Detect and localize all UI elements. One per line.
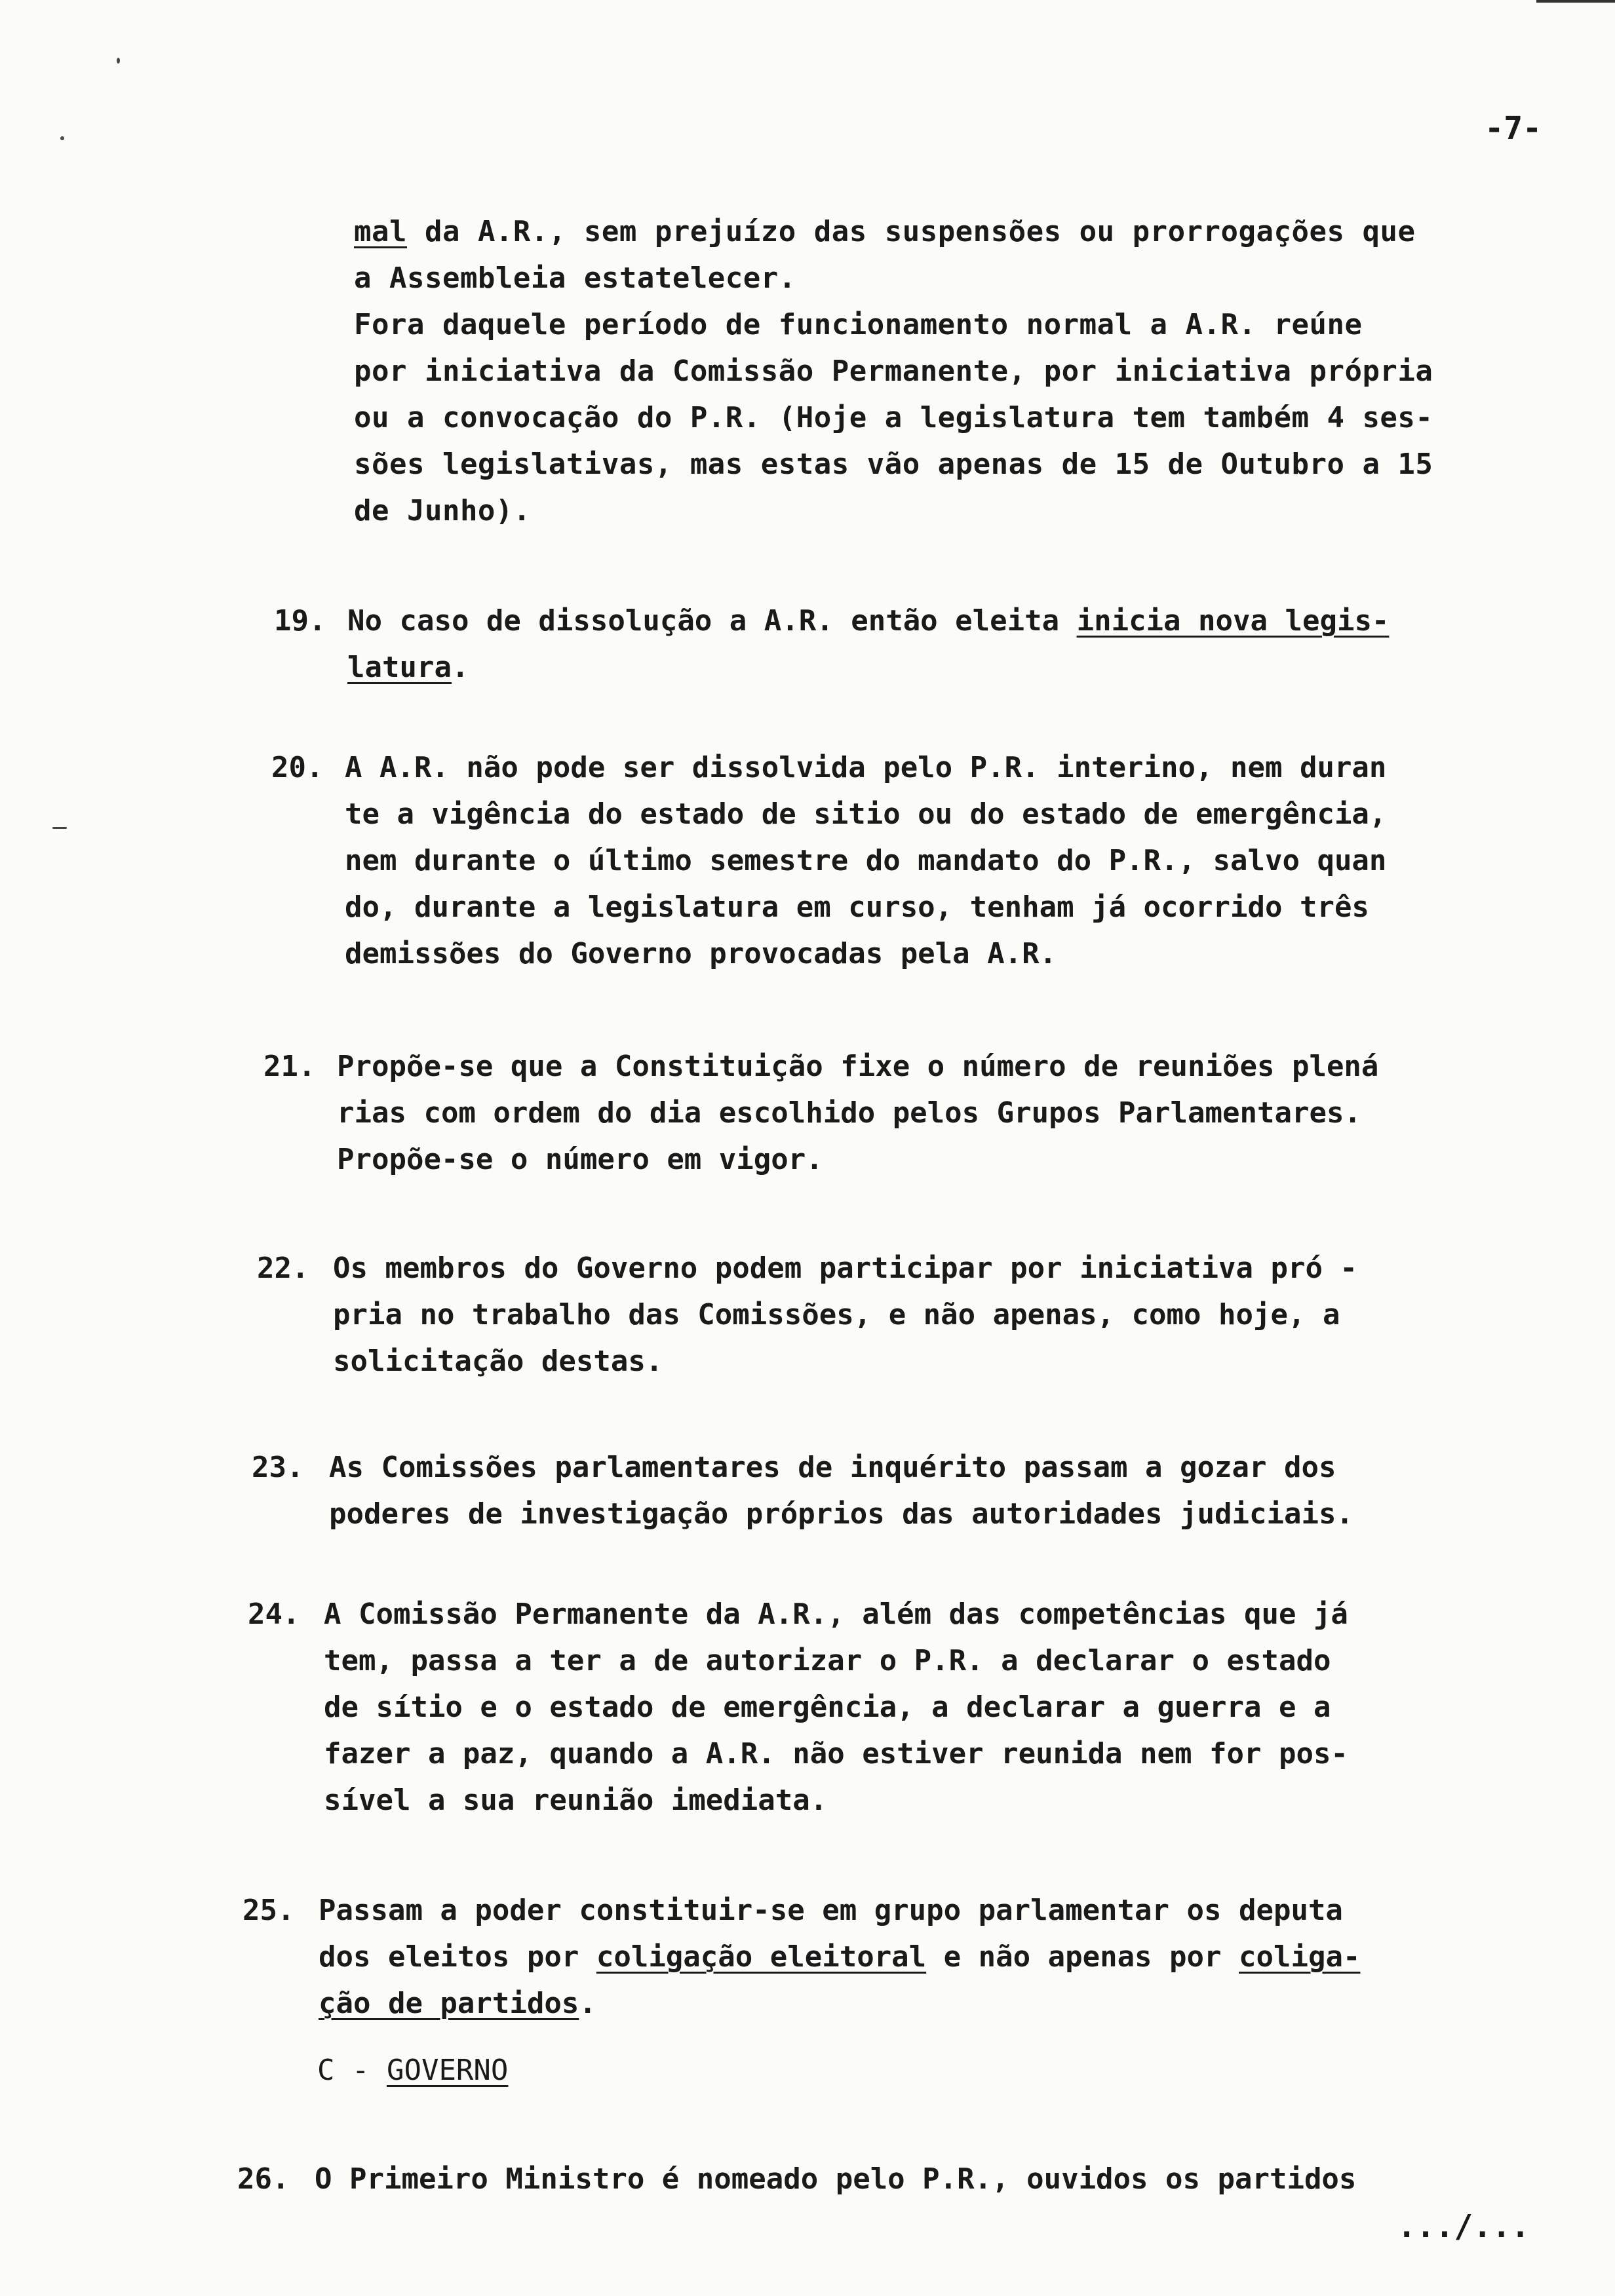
scan-speck [60,136,64,140]
item-line: Os membros do Governo podem participar por iniciativa pró - [333,1252,1357,1285]
page-number: -7- [1485,110,1542,147]
intro-line: de Junho). [354,494,531,527]
item-line: A A.R. não pode ser dissolvida pelo P.R. interino, nem duran [345,751,1387,784]
item-line: demissões do Governo provocadas pela A.R. [345,937,1057,970]
section-title: GOVERNO [386,2054,509,2087]
item-text: dos eleitos por [319,1940,596,1974]
underlined-text: coligação eleitoral [596,1940,927,1974]
item-line: solicitação destas. [333,1345,663,1378]
intro-line: ou a convocação do P.R. (Hoje a legislatura tem também 4 ses- [354,401,1433,434]
item-line: nem durante o último semestre do mandato do P.R., salvo quan [345,844,1387,877]
item-line: de sítio e o estado de emergência, a declarar a guerra e a [324,1691,1331,1724]
intro-line: sões legislativas, mas estas vão apenas de 15 de Outubro a 15 [354,448,1433,481]
item-text: . [451,651,469,684]
item-line: O Primeiro Ministro é nomeado pelo P.R., ouvidos os partidos [315,2162,1357,2196]
section-heading-governo [317,2054,508,2087]
intro-line: Fora daquele período de funcionamento normal a A.R. reúne [354,308,1363,341]
underlined-word: mal [354,215,407,248]
intro-paragraph [354,208,1560,534]
item-text: No caso de dissolução a A.R. então eleita [347,604,1077,638]
intro-line [354,208,1560,255]
section-letter: C - [317,2054,387,2087]
item-number: 26. [237,2162,290,2196]
item-number: 25. [243,1894,295,1927]
underlined-text: ção de partidos [319,1987,579,2020]
scan-speck [52,827,67,829]
item-line: Propõe-se o número em vigor. [337,1143,823,1176]
item-text: . [579,1987,596,2020]
underlined-text: inicia nova legis- [1076,604,1390,638]
intro-line: por iniciativa da Comissão Permanente, por iniciativa própria [354,354,1433,388]
item-number: 24. [248,1598,300,1631]
item-line: sível a sua reunião imediata. [324,1784,828,1817]
item-line: Passam a poder constituir-se em grupo parlamentar os deputa [319,1894,1343,1927]
item-line: fazer a paz, quando a A.R. não estiver reunida nem for pos- [324,1737,1348,1770]
page-continuation-mark: .../... [1397,2208,1530,2245]
item-line: do, durante a legislatura em curso, tenham já ocorrido três [345,890,1369,924]
item-text: e não apenas por [926,1940,1239,1974]
scan-edge-mark [1536,0,1615,3]
item-line: Propõe-se que a Constituição fixe o número de reuniões plená [337,1050,1379,1083]
item-line: A Comissão Permanente da A.R., além das competências que já [324,1598,1348,1631]
item-number: 21. [263,1050,316,1083]
item-line: te a vigência do estado de sitio ou do estado de emergência, [345,797,1387,831]
item-number: 19. [274,604,326,638]
item-line: rias com ordem do dia escolhido pelos Grupos Parlamentares. [337,1096,1361,1130]
underlined-text: coliga- [1239,1940,1361,1974]
underlined-text: latura [347,651,452,684]
item-line: pria no trabalho das Comissões, e não apenas, como hoje, a [333,1298,1340,1331]
item-number: 20. [271,751,324,784]
item-line: poderes de investigação próprios das autoridades judiciais. [329,1497,1353,1531]
item-line: tem, passa a ter a de autorizar o P.R. a declarar o estado [324,1644,1331,1677]
scan-speck [117,58,120,64]
item-number: 22. [257,1252,309,1285]
intro-text: da A.R., sem prejuízo das suspensões ou prorrogações que [406,215,1416,248]
item-line: As Comissões parlamentares de inquérito passam a gozar dos [329,1451,1336,1484]
item-number: 23. [252,1451,304,1484]
intro-line: a Assembleia estatelecer. [354,261,796,295]
